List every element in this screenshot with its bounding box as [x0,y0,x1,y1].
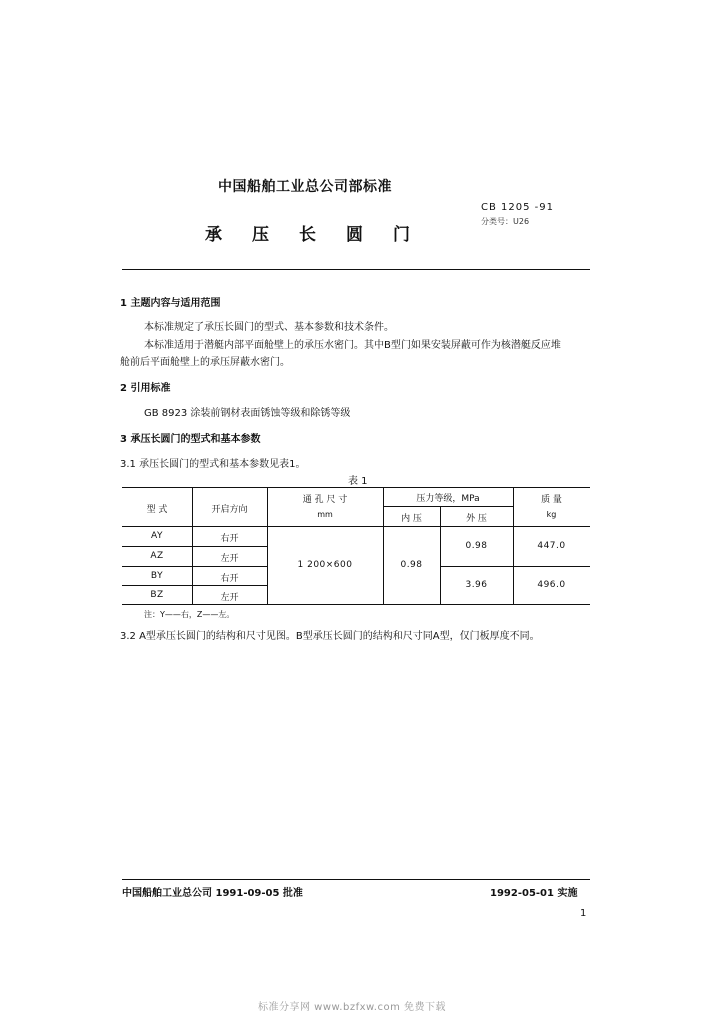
row-type-bz: BZ [150,590,164,600]
col-header-type: 型 式 [146,505,168,515]
implementation-line: 1992-05-01 实施 [490,888,578,899]
row-type-az: AZ [150,551,164,561]
col-header-opening-unit: mm [317,510,333,519]
classification-number: 分类号：U26 [481,217,530,226]
standard-number: CB 1205 -91 [481,202,554,213]
col-header-mass-unit: kg [546,510,557,519]
section-3-2: 3.2 A型承压长圆门的结构和尺寸见图。B型承压长圆门的结构和尺寸同A型，仅门板厚度不同。 [120,631,540,642]
section-1-heading: 1 主题内容与适用范围 [120,298,221,309]
row-direction-bz: 左开 [220,593,239,603]
section-1-para-2b: 舱前后平面舱壁上的承压屏蔽水密门。 [120,357,290,368]
outer-pressure-b: 3.96 [465,580,488,590]
col-header-outer: 外 压 [466,514,487,524]
organization-title: 中国船舶工业总公司部标准 [218,179,392,195]
watermark-text: 标准分享网 www.bzfxw.com 免费下载 [258,1002,446,1013]
header-divider [122,269,590,270]
row-direction-az: 左开 [220,554,239,564]
footer-divider [122,879,590,880]
inner-pressure-value: 0.98 [400,560,423,570]
section-1-para-1: 本标准规定了承压长圆门的型式、基本参数和技术条件。 [144,322,394,333]
col-header-inner: 内 压 [401,514,422,524]
approval-line: 中国船舶工业总公司 1991-09-05 批准 [122,888,303,899]
col-header-mass: 质 量 [541,495,562,505]
table-caption: 表 1 [348,476,368,487]
opening-size-value: 1 200×600 [297,560,353,570]
reference-standard: GB 8923 涂装前钢材表面锈蚀等级和除锈等级 [144,408,351,419]
section-3-heading: 3 承压长圆门的型式和基本参数 [120,434,261,445]
document-title: 承压长圆门 [205,225,440,245]
section-3-1: 3.1 承压长圆门的型式和基本参数见表1。 [120,459,306,470]
row-direction-by: 右开 [220,574,239,584]
section-2-heading: 2 引用标准 [120,383,171,394]
col-header-direction: 开启方向 [211,505,248,515]
mass-b: 496.0 [537,580,566,590]
outer-pressure-a: 0.98 [465,541,488,551]
col-header-opening: 通 孔 尺 寸 [302,495,348,505]
section-1-para-2a: 本标准适用于潜艇内部平面舱壁上的承压水密门。其中B型门如果安装屏蔽可作为核潜艇反应堆 [144,340,561,351]
col-header-pressure: 压力等级，MPa [416,494,480,504]
table-note: 注：Y——右，Z——左。 [144,610,235,619]
row-type-ay: AY [151,531,163,541]
row-type-by: BY [150,571,164,581]
mass-a: 447.0 [537,541,566,551]
row-direction-ay: 右开 [220,534,239,544]
page-number: 1 [580,908,587,919]
